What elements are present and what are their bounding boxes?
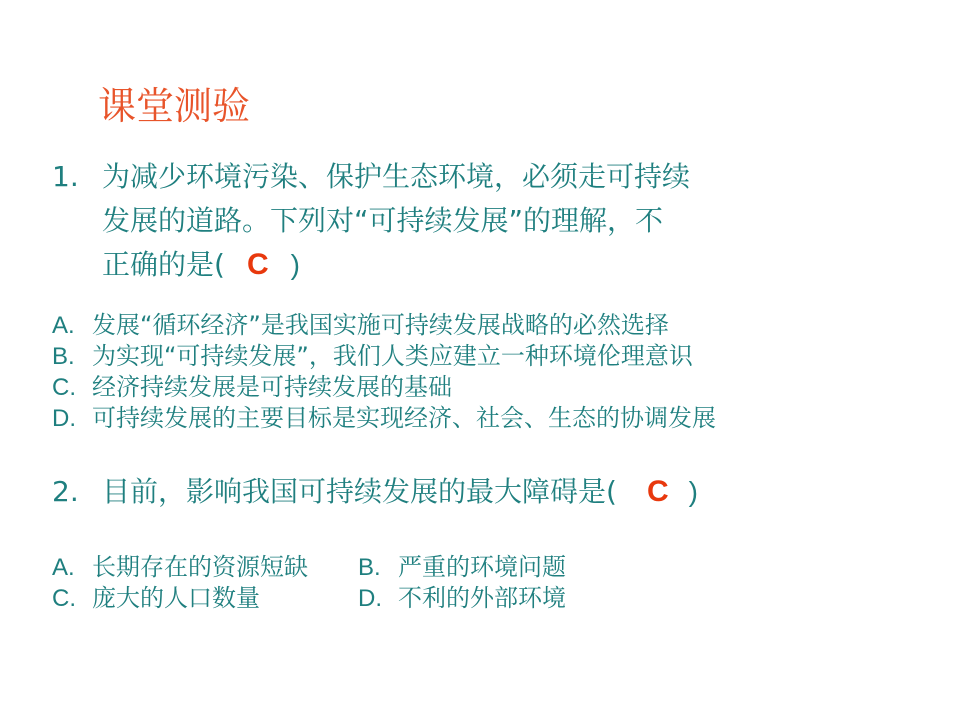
option-letter: C. xyxy=(52,374,76,401)
option-text: 庞大的人口数量 xyxy=(92,584,260,612)
question-1-line: 为减少环境污染、保护生态环境，必须走可持续 xyxy=(102,160,691,193)
option-text: 不利的外部环境 xyxy=(398,584,566,612)
question-1-line-text: 正确的是( xyxy=(102,248,225,281)
question-1-line xyxy=(102,243,842,287)
question-1-close-paren: ) xyxy=(290,249,300,280)
option-letter: A. xyxy=(52,554,75,581)
option-letter: C. xyxy=(52,585,76,612)
option-text: 经济持续发展是可持续发展的基础 xyxy=(92,373,452,401)
option-text: 长期存在的资源短缺 xyxy=(92,553,308,581)
question-1-stem xyxy=(102,155,842,287)
question-2-text: 目前，影响我国可持续发展的最大障碍是( xyxy=(102,475,617,508)
option-letter: D. xyxy=(358,585,382,612)
option-text: 为实现“可持续发展”，我们人类应建立一种环境伦理意识 xyxy=(92,342,693,370)
question-2-close-paren: ) xyxy=(688,476,698,507)
option-letter: B. xyxy=(52,343,75,370)
question-1-answer: C xyxy=(246,248,269,281)
question-2-answer: C xyxy=(646,475,669,508)
option-text: 发展“循环经济”是我国实施可持续发展战略的必然选择 xyxy=(92,311,669,339)
option-letter: D. xyxy=(52,405,76,432)
question-1-number: 1. xyxy=(52,160,79,193)
question-1-line: 发展的道路。下列对“可持续发展”的理解，不 xyxy=(102,204,664,237)
slide-title: 课堂测验 xyxy=(98,84,251,128)
option-text: 严重的环境问题 xyxy=(398,553,566,581)
question-2 xyxy=(52,470,698,514)
option-letter: B. xyxy=(358,554,381,581)
option-letter: A. xyxy=(52,312,75,339)
question-2-number: 2. xyxy=(52,475,79,508)
option-text: 可持续发展的主要目标是实现经济、社会、生态的协调发展 xyxy=(92,404,716,432)
